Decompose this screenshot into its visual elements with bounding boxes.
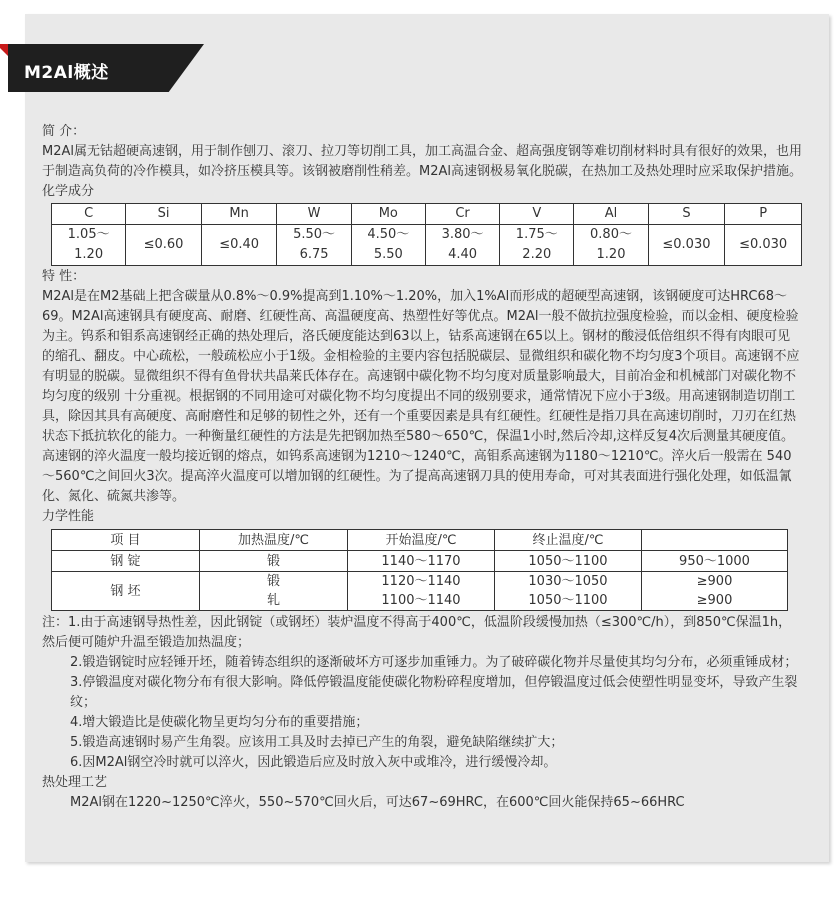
forging-header: 加热温度/℃	[200, 530, 348, 551]
chemistry-heading: 化学成分	[42, 184, 95, 199]
forging-heat: 锻	[266, 574, 280, 589]
chem-element: Cr	[425, 204, 499, 225]
note-6: 6.因M2Al钢空冷时就可以淬火，因此锻造后应及时放入灰中或堆冷，进行缓慢冷却。	[70, 755, 557, 770]
chem-value: 1.75～2.20	[500, 225, 574, 266]
intro-text: M2Al属无钴超硬高速钢，用于制作刨刀、滚刀、拉刀等切削工具，加工高温合金、超高强度钢等难切削材料时具有很好的效果，也用于制造高负荷的冷作模具，如冷挤压模具等。该钢被磨削性稍差。M2Al高速钢极易氧化脱碳，在热加工及热处理时应采取保护措施。	[42, 144, 802, 179]
forging-item: 钢 坯	[52, 572, 200, 611]
forging-start: 1100～1140	[381, 593, 461, 608]
note-4: 4.增大锻造比是使碳化物呈更均匀分布的重要措施；	[70, 715, 369, 730]
forging-header: 开始温度/℃	[348, 530, 495, 551]
forging-row-ingot	[52, 551, 788, 572]
chem-value: ≤0.60	[126, 225, 202, 266]
note-1: 注：1.由于高速钢导热性差，因此钢锭（或钢坯）装炉温度不得高于400℃，低温阶段缓慢加热（≤300℃/h），到850℃保温1h，然后便可随炉升温至锻造加热温度；	[42, 615, 792, 650]
forging-end-cell	[495, 572, 642, 611]
chem-element: Mn	[201, 204, 277, 225]
mechanics-heading: 力学性能	[42, 509, 95, 524]
forging-last: 950～1000	[642, 551, 788, 572]
chemistry-header-row	[52, 204, 802, 225]
heat-treatment-heading: 热处理工艺	[42, 775, 108, 790]
title-accent	[0, 44, 8, 56]
note-3: 3.停锻温度对碳化物分布有很大影响。降低停锻温度能使碳化物粉碎程度增加，但停锻温度过低会使塑性明显变坏，导致产生裂纹；	[70, 675, 798, 710]
forging-header	[642, 530, 788, 551]
forging-last-cell	[642, 572, 788, 611]
chem-element: V	[500, 204, 574, 225]
forging-row-billet	[52, 572, 788, 611]
heat-treatment-text: M2Al钢在1220~1250℃淬火，550~570℃回火后，可达67~69HRC，在600℃回火能保持65~66HRC	[70, 795, 685, 810]
forging-heat: 锻	[200, 551, 348, 572]
forging-start: 1120～1140	[381, 574, 461, 589]
article-body	[42, 122, 802, 813]
forging-header-row	[52, 530, 788, 551]
chem-element: Si	[126, 204, 202, 225]
forging-end: 1030～1050	[528, 574, 608, 589]
chem-element: C	[52, 204, 126, 225]
chemistry-value-row	[52, 225, 802, 266]
intro-heading: 简 介：	[42, 124, 86, 139]
chem-value: 5.50～6.75	[277, 225, 351, 266]
chem-element: W	[277, 204, 351, 225]
chem-element: S	[648, 204, 725, 225]
forging-start: 1140～1170	[348, 551, 495, 572]
chem-value: 0.80～1.20	[574, 225, 648, 266]
forging-table	[51, 529, 788, 611]
chem-value: 4.50～5.50	[351, 225, 425, 266]
chem-value: ≤0.40	[201, 225, 277, 266]
forging-heat: 轧	[266, 593, 280, 608]
chemistry-table	[51, 203, 802, 266]
forging-heat-cell	[200, 572, 348, 611]
chem-value: ≤0.030	[725, 225, 802, 266]
note-5: 5.锻造高速钢时易产生角裂。应该用工具及时去掉已产生的角裂，避免缺陷继续扩大；	[70, 735, 564, 750]
features-text: M2Al是在M2基础上把含碳量从0.8%～0.9%提高到1.10%～1.20%，加入1%Al而形成的超硬型高速钢，该钢硬度可达HRC68～69。M2Al高速钢具有硬度高、耐磨、红硬性高、高温硬度高、热塑性好等优点。M2Al一般不做抗拉强度检验，而以金相、硬度检验为主。钨系和钼系高速钢经正确的热处理后，洛氏硬度能达到63以上，钴系高速钢在65以上。钢材的酸浸低倍组织不得有肉眼可见的缩孔、翻皮。中心疏松，一般疏松应小于1级。金相检验的主要内容包括脱碳层、显微组织和碳化物不均匀度3个项目。高速钢不应有明显的脱碳。显微组织不得有鱼骨状共晶莱氏体存在。高速钢中碳化物不均匀度对质量影响最大，目前冶金和机械部门对碳化物不均匀度的级别 十分重视。根据钢的不同用途可对碳化物不均匀度提出不同的级别要求，通常情况下应小于3级。用高速钢制造切削工具，除因其具有高硬度、高耐磨性和足够的韧性之外，还有一个重要因素是具有红硬性。红硬性是指刀具在高速切削时，刀刃在红热状态下抵抗软化的能力。一种衡量红硬性的方法是先把钢加热至580～650℃，保温1小时,然后冷却,这样反复4次后测量其硬度值。 高速钢的淬火温度一般均接近钢的熔点，如钨系高速钢为1210～1240℃，高钼系高速钢为1180～1210℃。淬火后一般需在 540～560℃之间回火3次。提高淬火温度可以增加钢的红硬性。为了提高高速钢刀具的使用寿命，可对其表面进行强化处理，如低温氰化、氮化、硫氮共渗等。	[42, 289, 800, 504]
forging-start-cell	[348, 572, 495, 611]
chem-element: Mo	[351, 204, 425, 225]
forging-header: 终止温度/℃	[495, 530, 642, 551]
forging-end: 1050～1100	[528, 593, 608, 608]
chem-value: 1.05～1.20	[52, 225, 126, 266]
note-2: 2.锻造钢锭时应轻锤开坯，随着铸态组织的逐渐破坏方可逐步加重锤力。为了破碎碳化物并尽量使其均匀分布，必须重锤成材；	[70, 655, 798, 670]
chem-element: P	[725, 204, 802, 225]
forging-header: 项 目	[52, 530, 200, 551]
forging-item: 钢 锭	[52, 551, 200, 572]
chem-element: Al	[574, 204, 648, 225]
forging-last: ≥900	[696, 593, 733, 608]
features-heading: 特 性：	[42, 269, 86, 284]
forging-last: ≥900	[696, 574, 733, 589]
page-title: M2Al概述	[24, 63, 109, 83]
chem-value: ≤0.030	[648, 225, 725, 266]
forging-end: 1050～1100	[495, 551, 642, 572]
chem-value: 3.80～4.40	[425, 225, 499, 266]
